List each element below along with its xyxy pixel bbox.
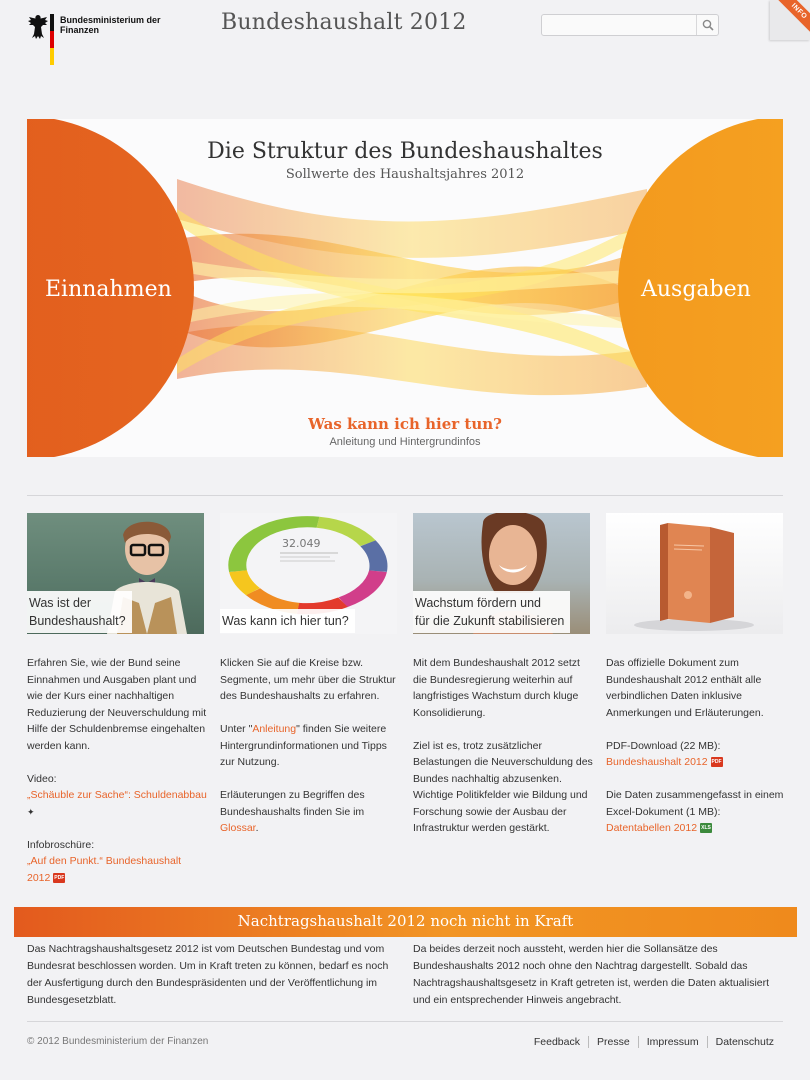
hero-subtitle: Sollwerte des Haushaltsjahres 2012 [285, 167, 525, 182]
paragraph: Ziel ist es, trotz zusätzlicher Belastungen die Neuverschuldung des Bundes nachhaltig abzusenken. Wichtige Politikfelder wie Bildung und Forschung sowie der Ausbau der Infrastruktur werden gestärkt. [413, 739, 593, 834]
site-title[interactable]: Bundeshaushalt 2012 [221, 10, 467, 35]
pdf-download-link[interactable]: Bundeshaushalt 2012 [606, 756, 708, 768]
glossar-link[interactable]: Glossar [220, 822, 256, 834]
search-input[interactable] [546, 17, 694, 33]
footer-divider [27, 1021, 783, 1022]
paragraph: Das offizielle Dokument zum Bundeshaushalt 2012 enthält alle verbindlichen Daten inklusive Anmerkungen und Erläuterungen. [606, 657, 764, 719]
expenses-label[interactable]: Ausgaben [641, 277, 751, 302]
nachtrag-text-left: Das Nachtragshaushaltsgesetz 2012 ist vom Deutschen Bundestag und vom Bundesrat beschlossen worden. Um in Kraft treten zu können, bedarf es noch der Ausfertigung durch den Bundespräsidenten und der Veröffentlichung im Bundesgesetzblatt. [27, 943, 389, 1006]
caption-line: Bundeshaushalt? [29, 614, 126, 628]
paragraph: Unter "Anleitung" finden Sie weitere Hintergrundinformationen und Tipps zur Nutzung. [220, 723, 387, 768]
paragraph: Erfahren Sie, wie der Bund seine Einnahmen und Ausgaben plant und wie der Kurs einer nachhaltigen Reduzierung der Neuverschuldung mit Hilfe der Schuldenbremse eingehalten werden kann. [27, 657, 207, 752]
footer-nav [526, 1036, 782, 1048]
teaser-text-3 [413, 655, 593, 853]
divider [27, 495, 783, 496]
video-link[interactable]: „Schäuble zur Sache“: Schuldenabbau [27, 789, 207, 801]
teaser-image-woman[interactable] [413, 513, 590, 634]
budget-book-image [606, 513, 783, 634]
help-link[interactable]: Was kann ich hier tun? [308, 415, 502, 433]
teaser-text-1 [27, 655, 207, 886]
pdf-label: PDF-Download (22 MB): [606, 739, 721, 752]
search-icon [702, 19, 714, 31]
nachtrag-text-right: Da beides derzeit noch aussteht, werden hier die Sollansätze des Bundeshaushalts 2012 noch ohne den Nachtrag dargestellt. Sobald das Nachtragshaushaltsgesetz in Kraft getreten ist, werden die Daten aktualisiert und ein entsprechender Hinweis angebracht. [413, 943, 770, 1006]
caption-line: Was ist der [29, 596, 92, 610]
chart-number: 32.049 [282, 537, 321, 550]
teaser-image-book[interactable] [606, 513, 783, 634]
pdf-icon: PDF [54, 874, 65, 881]
eagle-icon: ✦ [27, 806, 35, 817]
brochure-link[interactable]: „Auf den Punkt.“ Bundeshaushalt 2012 [27, 855, 182, 884]
hero-title: Die Struktur des Bundeshaushaltes [207, 139, 603, 164]
federal-eagle-icon [27, 14, 49, 40]
search-box [541, 14, 719, 36]
ministry-name: Bundesministerium der Finanzen [60, 15, 161, 35]
teaser-image-chart[interactable] [220, 513, 397, 634]
footer-link-feedback[interactable]: Feedback [533, 1036, 580, 1048]
teaser-text-2 [220, 655, 400, 853]
paragraph: Erläuterungen zu Begriffen des Bundeshaushalts finden Sie im Glossar. [220, 789, 365, 834]
excel-label: Die Daten zusammengefasst in einem Excel-Dokument (1 MB): [606, 789, 784, 818]
paragraph: Klicken Sie auf die Kreise bzw. Segmente, um mehr über die Struktur des Bundeshaushalts zu erfahren. [220, 657, 396, 702]
paragraph: Mit dem Bundeshaushalt 2012 setzt die Bundesregierung weiterhin auf langfristiges Wachstum durch kluge Konsolidierung. [413, 657, 580, 719]
flow-ribbons [177, 179, 647, 395]
footer-link-impressum[interactable]: Impressum [638, 1036, 707, 1048]
nachtrag-banner: Nachtragshaushalt 2012 noch nicht in Kraft [14, 907, 797, 937]
search-button[interactable] [696, 15, 718, 35]
teaser-caption [413, 591, 570, 633]
caption-line: für die Zukunft stabilisieren [415, 614, 565, 628]
copyright: © 2012 Bundesministerium der Finanzen [27, 1036, 209, 1047]
info-label: INFO [777, 0, 810, 34]
excel-download-link[interactable]: Datentabellen 2012 [606, 822, 698, 834]
footer-link-datenschutz[interactable]: Datenschutz [707, 1036, 782, 1048]
video-label: Video: [27, 772, 57, 785]
income-label[interactable]: Einnahmen [45, 277, 172, 302]
help-subtitle[interactable]: Anleitung und Hintergrundinfos [329, 436, 481, 448]
footer-link-presse[interactable]: Presse [588, 1036, 638, 1048]
budget-structure-visualization[interactable] [27, 119, 783, 457]
anleitung-link[interactable]: Anleitung [252, 723, 297, 735]
ministry-logo[interactable] [27, 14, 161, 66]
pdf-icon: PDF [711, 759, 722, 766]
caption-line: Wachstum fördern und [415, 596, 541, 610]
brochure-label: Infobroschüre: [27, 838, 95, 851]
teaser-caption: Was kann ich hier tun? [220, 609, 355, 633]
teaser-text-4 [606, 655, 786, 837]
teaser-image-child[interactable] [27, 513, 204, 634]
info-tab[interactable] [770, 0, 810, 40]
excel-icon: XLS [701, 825, 711, 832]
german-flag-stripe [50, 14, 54, 65]
teaser-caption [27, 591, 132, 633]
